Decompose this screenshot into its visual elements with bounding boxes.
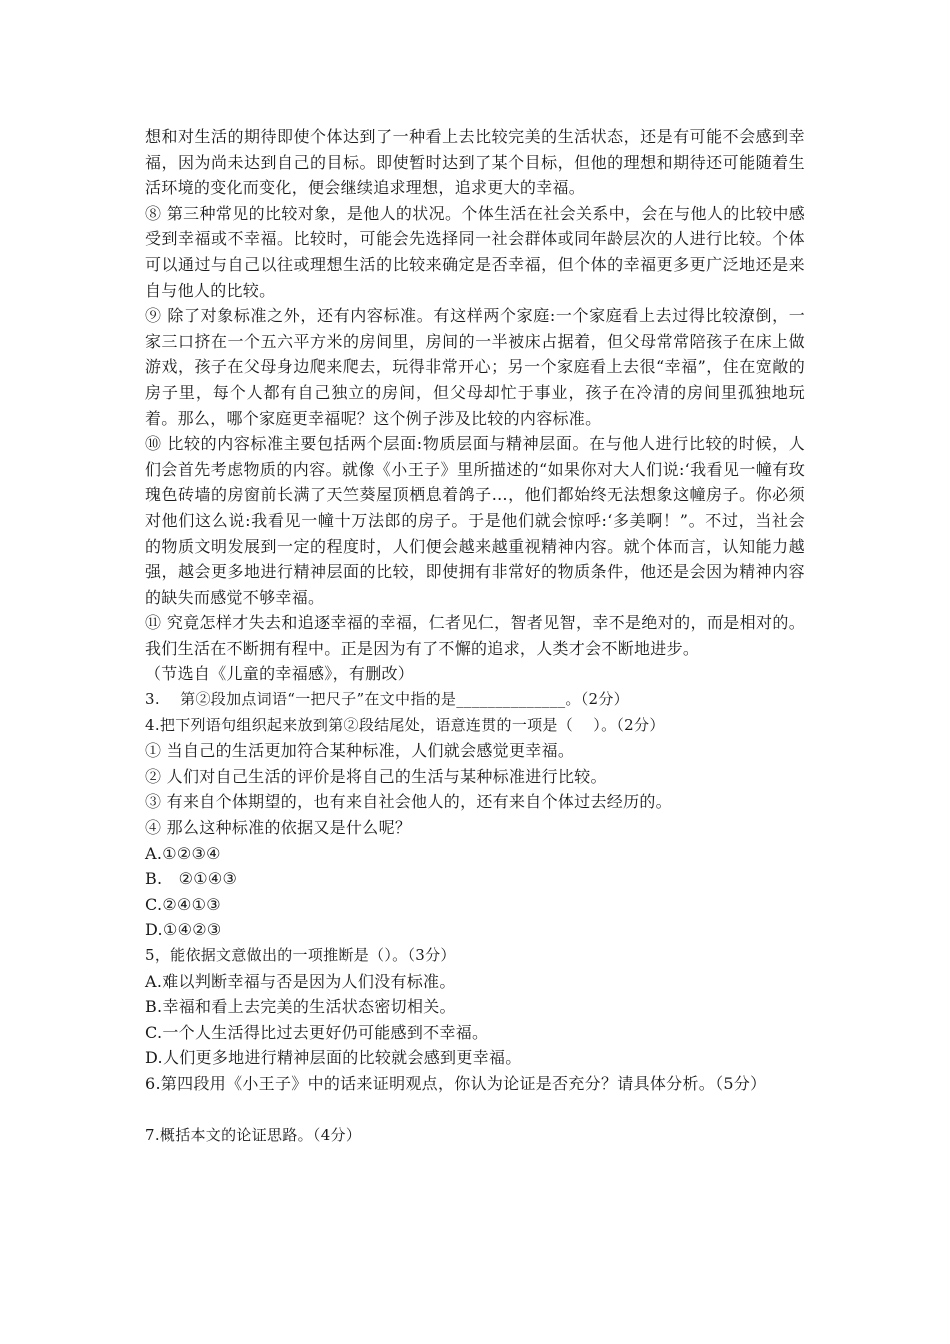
question-4-sentence-1: ① 当自己的生活更加符合某种标准，人们就会感觉更幸福。 (145, 741, 575, 761)
question-4-option-c: C.②④①③ (145, 894, 221, 914)
paragraph-7-continued: 想和对生活的期待即使个体达到了一种看上去比较完美的生活状态，还是有可能不会感到幸福，因为尚未达到自己的目标。即使暂时达到了某个目标，但他的理想和期待还可能随着生活环境的变化而变化，便会继续追求理想，追求更大的幸福。 (145, 127, 805, 198)
question-5-option-d: D.人们更多地进行精神层面的比较就会感到更幸福。 (145, 1048, 522, 1068)
question-4-sentence-2: ② 人们对自己生活的评价是将自己的生活与某种标准进行比较。 (145, 766, 607, 786)
paragraph-11: ⑪ 究竟怎样才失去和追逐幸福的幸福，仁者见仁，智者见智，幸不是绝对的，而是相对的。我们生活在不断拥有程中。正是因为有了不懈的追求，人类才会不断地进步。 (145, 613, 805, 658)
question-4-option-b: B. ②①④③ (145, 869, 238, 889)
question-4: 4.把下列语句组织起来放到第②段结尾处，语意连贯的一项是（ ）。（2分） (145, 715, 665, 734)
exam-page (145, 124, 805, 1148)
question-4-sentence-4: ④ 那么这种标准的依据又是什么呢？ (145, 818, 412, 838)
question-4-option-a: A.①②③④ (145, 843, 221, 863)
paragraph-10: ⑩ 比较的内容标准主要包括两个层面:物质层面与精神层面。在与他人进行比较的时候，人们会首先考虑物质的内容。就像《小王子》里所描述的“如果你对大人们说:‘我看见一幢有玫瑰色砖墙的房窗前长满了天竺葵屋顶栖息着鸽子…，他们都始终无法想象这幢房子。你必须对他们这么说:我看见一幢十万法郎的房子。于是他们就会惊呼:‘多美啊！”。不过，当社会的物质文明发展到一定的程度时，人们便会越来越重视精神内容。就个体而言，认知能力越强，越会更多地进行精神层面的比较，即使拥有非常好的物质条件，他还是会因为精神内容的缺失而感觉不够幸福。 (145, 434, 805, 607)
question-3: 3. 第②段加点词语“一把尺子”在文中指的是______________。（2分） (145, 690, 629, 709)
paragraph-8: ⑧ 第三种常见的比较对象，是他人的状况。个体生活在社会关系中，会在与他人的比较中感受到幸福或不幸福。比较时，可能会先选择同一社会群体或同年龄层次的人进行比较。个体可以通过与自己以往或理想生活的比较来确定是否幸福，但个体的幸福更多更广泛地还是来自与他人的比较。 (145, 203, 805, 300)
question-7: 7.概括本文的论证思路。（4分） (145, 1125, 362, 1144)
question-5-option-b: B.幸福和看上去完美的生活状态密切相关。 (145, 997, 456, 1017)
question-5-option-c: C.一个人生活得比过去更好仍可能感到不幸福。 (145, 1022, 489, 1042)
question-6: 6.第四段用《小王子》中的话来证明观点，你认为论证是否充分？请具体分析。（5分） (145, 1073, 767, 1093)
source-note: （节选自《儿童的幸福感》，有删改） (145, 664, 415, 684)
question-5: 5，能依据文意做出的一项推断是（）。（3分） (145, 946, 456, 964)
question-4-option-d: D.①④②③ (145, 920, 222, 940)
question-5-option-a: A.难以判断幸福与否是因为人们没有标准。 (145, 971, 456, 991)
paragraph-9: ⑨ 除了对象标准之外，还有内容标准。有这样两个家庭:一个家庭看上去过得比较潦倒，一家三口挤在一个五六平方米的房间里，房间的一半被床占据着，但父母常常陪孩子在床上做游戏，孩子在父母身边爬来爬去，玩得非常开心；另一个家庭看上去很“幸福”，住在宽敞的房子里，每个人都有自己独立的房间，但父母却忙于事业，孩子在冷清的房间里孤独地玩着。那么，哪个家庭更幸福呢？这个例子涉及比较的内容标准。 (145, 306, 805, 428)
question-4-sentence-3: ③ 有来自个体期望的，也有来自社会他人的，还有来自个体过去经历的。 (145, 792, 672, 812)
answer-space (145, 1097, 805, 1123)
